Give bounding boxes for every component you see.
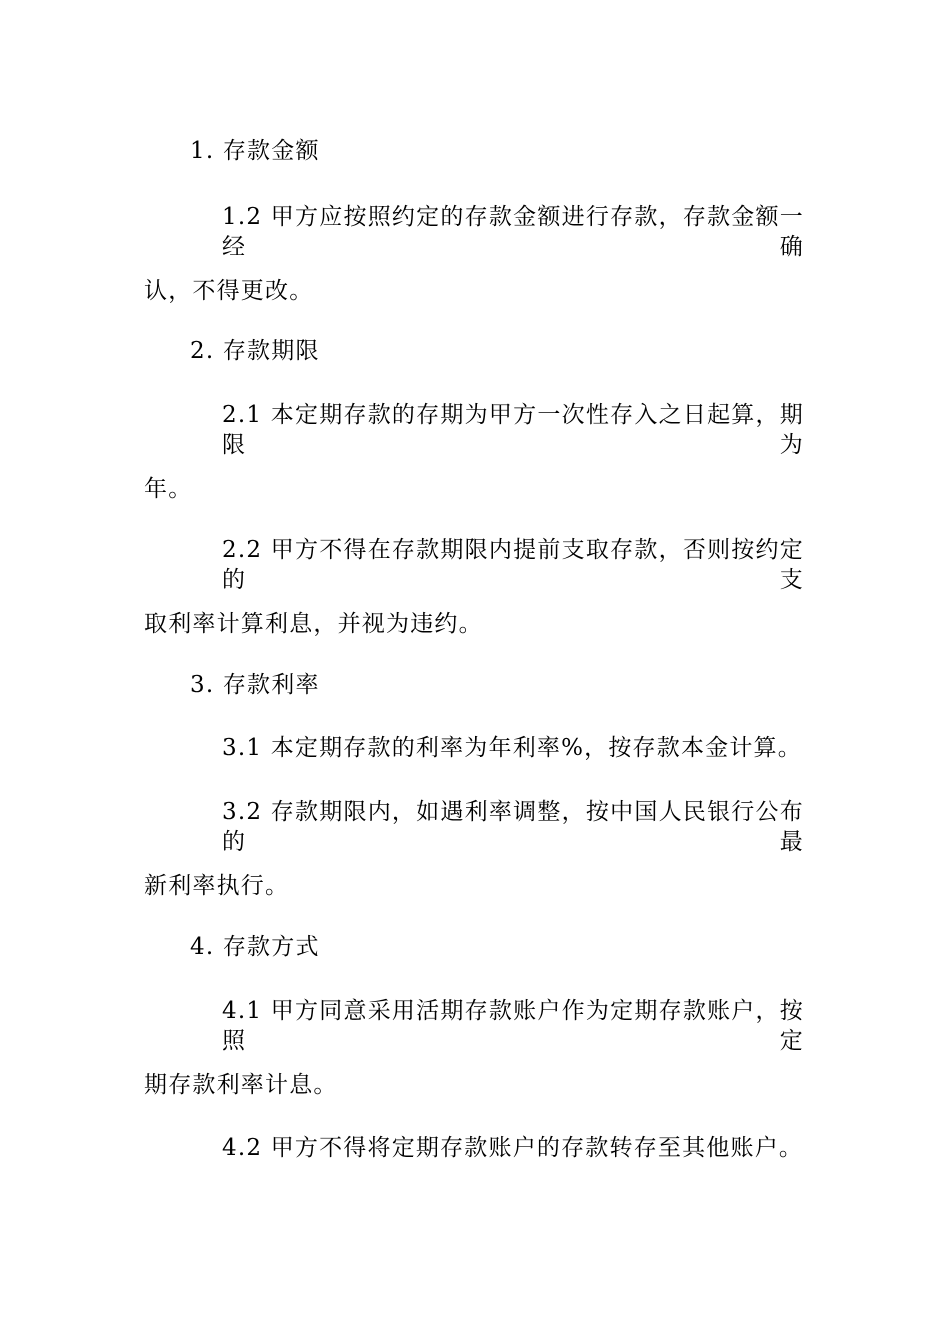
section-heading-2: 2. 存款期限 <box>190 338 320 364</box>
clause-3-2-line-2: 新利率执行。 <box>144 873 290 899</box>
clause-4-1-line-1: 4.1 甲方同意采用活期存款账户作为定期存款账户，按照定 <box>222 998 804 1054</box>
clause-2-2-line-2: 取利率计算利息，并视为违约。 <box>144 611 483 637</box>
clause-4-2: 4.2 甲方不得将定期存款账户的存款转存至其他账户。 <box>222 1135 804 1161</box>
clause-2-1-line-1: 2.1 本定期存款的存期为甲方一次性存入之日起算，期限为 <box>222 402 804 458</box>
clause-2-2-line-1: 2.2 甲方不得在存款期限内提前支取存款，否则按约定的支 <box>222 537 804 593</box>
clause-3-2-line-1: 3.2 存款期限内，如遇利率调整，按中国人民银行公布的最 <box>222 799 804 855</box>
clause-1-2-line-2: 认，不得更改。 <box>144 278 314 304</box>
clause-1-2-line-1: 1.2 甲方应按照约定的存款金额进行存款，存款金额一经确 <box>222 204 804 260</box>
clause-2-1-line-2: 年。 <box>144 476 193 502</box>
section-heading-3: 3. 存款利率 <box>190 672 320 698</box>
clause-4-1-line-2: 期存款利率计息。 <box>144 1072 338 1098</box>
section-heading-1: 1. 存款金额 <box>190 138 320 164</box>
section-heading-4: 4. 存款方式 <box>190 934 320 960</box>
clause-3-1: 3.1 本定期存款的利率为年利率%，按存款本金计算。 <box>222 735 802 761</box>
